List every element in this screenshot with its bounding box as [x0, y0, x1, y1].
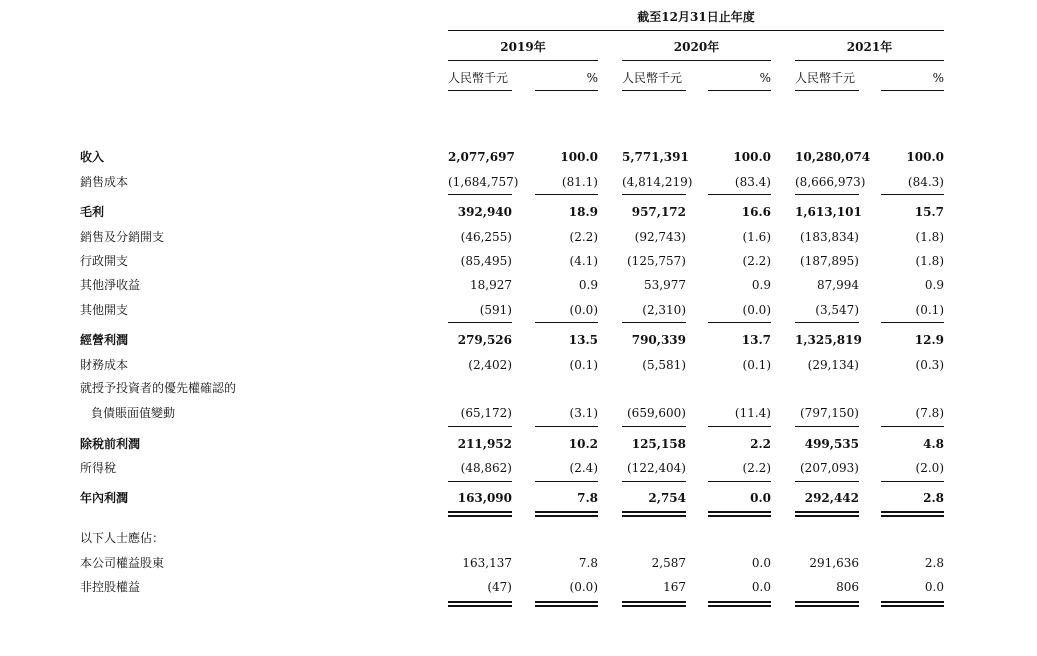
percent-cell: (2.2) — [742, 461, 771, 475]
subtotal-rule — [881, 481, 944, 482]
percent-cell: (2.2) — [742, 254, 771, 268]
total-double-rule — [708, 601, 771, 607]
amount-cell: 1,613,101 — [795, 205, 862, 219]
percent-cell: 4.8 — [923, 437, 944, 451]
percent-cell: 100.0 — [733, 150, 771, 164]
percent-cell: 15.7 — [914, 205, 944, 219]
amount-cell: (207,093) — [800, 461, 859, 475]
amount-cell: (85,495) — [460, 254, 512, 268]
percent-cell: (0.0) — [742, 303, 771, 317]
total-double-rule — [881, 601, 944, 607]
percent-cell: (2.2) — [569, 230, 598, 244]
total-double-rule — [795, 511, 859, 517]
row-label: 經營利潤 — [80, 333, 129, 347]
amount-cell: (8,666,973) — [795, 175, 866, 189]
amount-cell: 790,339 — [631, 333, 686, 347]
amount-cell: (1,684,757) — [448, 175, 519, 189]
percent-cell: 0.9 — [924, 278, 944, 292]
percent-cell: (0.0) — [569, 580, 598, 594]
percent-cell: (83.4) — [734, 175, 771, 189]
percent-cell: (2.0) — [915, 461, 944, 475]
percent-cell: (81.1) — [561, 175, 598, 189]
percent-cell: 16.6 — [741, 205, 771, 219]
amount-cell: 211,952 — [457, 437, 512, 451]
row-label: 其他開支 — [80, 303, 129, 317]
row-label: 本公司權益股東 — [80, 556, 165, 570]
amount-cell: (46,255) — [460, 230, 512, 244]
percent-cell: (4.1) — [569, 254, 598, 268]
row-label: 負債賬面值變動 — [91, 406, 176, 420]
percent-cell: 7.8 — [578, 556, 598, 570]
subtotal-rule — [535, 426, 598, 427]
subtotal-rule — [622, 194, 686, 195]
row-label: 其他淨收益 — [80, 278, 141, 292]
percent-cell: 2.8 — [924, 556, 944, 570]
subtotal-rule — [881, 426, 944, 427]
amount-cell: (5,581) — [642, 358, 686, 372]
percent-cell: 100.0 — [906, 150, 944, 164]
amount-cell: 392,940 — [457, 205, 512, 219]
amount-cell: 163,137 — [462, 556, 512, 570]
amount-cell: (92,743) — [634, 230, 686, 244]
subtotal-rule — [448, 322, 512, 323]
row-label: 所得稅 — [80, 461, 117, 475]
unit-underline — [795, 90, 859, 91]
amount-cell: 125,158 — [631, 437, 686, 451]
amount-cell: (48,862) — [460, 461, 512, 475]
subtotal-rule — [448, 481, 512, 482]
amount-cell: 53,977 — [644, 278, 686, 292]
amount-cell: (29,134) — [807, 358, 859, 372]
total-double-rule — [622, 511, 686, 517]
percent-cell: 0.0 — [924, 580, 944, 594]
amount-cell: (122,404) — [627, 461, 686, 475]
year-underline — [448, 60, 598, 61]
subtotal-rule — [708, 426, 771, 427]
year-underline — [622, 60, 771, 61]
period-header: 截至12月31日止年度 — [637, 10, 755, 24]
amount-cell: 163,090 — [457, 491, 512, 505]
amount-cell: 806 — [836, 580, 859, 594]
subtotal-rule — [448, 194, 512, 195]
row-label: 行政開支 — [80, 254, 129, 268]
amount-cell: 87,994 — [817, 278, 859, 292]
amount-cell: 167 — [663, 580, 686, 594]
amount-cell: (47) — [487, 580, 512, 594]
amount-cell: 292,442 — [804, 491, 859, 505]
subtotal-rule — [881, 194, 944, 195]
percent-cell: 13.5 — [568, 333, 598, 347]
unit-underline — [448, 90, 512, 91]
percent-cell: (0.1) — [569, 358, 598, 372]
year-header: 2019年 — [500, 40, 546, 54]
percent-cell: (11.4) — [734, 406, 771, 420]
amount-cell: (183,834) — [800, 230, 859, 244]
percent-cell: 18.9 — [568, 205, 598, 219]
row-label: 除稅前利潤 — [80, 437, 141, 451]
amount-cell: 2,077,697 — [448, 150, 515, 164]
subtotal-rule — [535, 322, 598, 323]
pct-underline — [881, 90, 944, 91]
row-label: 銷售成本 — [80, 175, 129, 189]
total-double-rule — [535, 601, 598, 607]
subtotal-rule — [622, 426, 686, 427]
percent-cell: 100.0 — [560, 150, 598, 164]
percent-cell: (0.3) — [915, 358, 944, 372]
percent-cell: 0.0 — [751, 556, 771, 570]
percent-cell: (3.1) — [569, 406, 598, 420]
subtotal-rule — [708, 322, 771, 323]
amount-cell: 2,754 — [648, 491, 686, 505]
amount-cell: (187,895) — [800, 254, 859, 268]
percent-cell: 0.0 — [751, 580, 771, 594]
subtotal-rule — [708, 194, 771, 195]
percent-cell: 0.9 — [751, 278, 771, 292]
year-header: 2020年 — [673, 40, 720, 54]
amount-cell: 1,325,819 — [795, 333, 862, 347]
amount-cell: (4,814,219) — [622, 175, 693, 189]
period-underline — [448, 30, 944, 31]
percent-cell: (0.1) — [742, 358, 771, 372]
pct-header: % — [586, 71, 598, 85]
amount-cell: (3,547) — [815, 303, 859, 317]
subtotal-rule — [795, 426, 859, 427]
year-header: 2021年 — [846, 40, 893, 54]
percent-cell: (2.4) — [569, 461, 598, 475]
subtotal-rule — [881, 322, 944, 323]
unit-header: 人民幣千元 — [448, 71, 509, 85]
subtotal-rule — [795, 194, 859, 195]
row-label: 就授予投資者的優先權確認的 — [80, 381, 237, 395]
subtotal-rule — [795, 322, 859, 323]
percent-cell: (7.8) — [915, 406, 944, 420]
amount-cell: 279,526 — [457, 333, 512, 347]
row-label: 財務成本 — [80, 358, 129, 372]
total-double-rule — [795, 601, 859, 607]
total-double-rule — [448, 601, 512, 607]
row-label: 非控股權益 — [80, 580, 141, 594]
subtotal-rule — [708, 481, 771, 482]
percent-cell: 2.8 — [923, 491, 944, 505]
percent-cell: (1.8) — [915, 254, 944, 268]
row-label: 年內利潤 — [80, 491, 129, 505]
year-underline — [795, 60, 944, 61]
amount-cell: 5,771,391 — [622, 150, 689, 164]
percent-cell: (1.8) — [915, 230, 944, 244]
amount-cell: (591) — [479, 303, 512, 317]
percent-cell: 2.2 — [750, 437, 771, 451]
subtotal-rule — [622, 481, 686, 482]
percent-cell: (1.6) — [742, 230, 771, 244]
total-double-rule — [622, 601, 686, 607]
percent-cell: (0.0) — [569, 303, 598, 317]
total-double-rule — [708, 511, 771, 517]
pct-header: % — [932, 71, 944, 85]
pct-underline — [708, 90, 771, 91]
total-double-rule — [881, 511, 944, 517]
subtotal-rule — [535, 194, 598, 195]
subtotal-rule — [795, 481, 859, 482]
amount-cell: 499,535 — [804, 437, 859, 451]
total-double-rule — [448, 511, 512, 517]
percent-cell: 12.9 — [914, 333, 944, 347]
unit-header: 人民幣千元 — [622, 71, 683, 85]
percent-cell: 13.7 — [741, 333, 771, 347]
row-label: 收入 — [80, 150, 105, 164]
amount-cell: (659,600) — [627, 406, 686, 420]
percent-cell: 0.0 — [750, 491, 771, 505]
percent-cell: 7.8 — [577, 491, 598, 505]
percent-cell: (84.3) — [907, 175, 944, 189]
pct-underline — [535, 90, 598, 91]
unit-underline — [622, 90, 686, 91]
amount-cell: 10,280,074 — [795, 150, 871, 164]
pct-header: % — [759, 71, 771, 85]
amount-cell: 957,172 — [631, 205, 686, 219]
amount-cell: (125,757) — [627, 254, 686, 268]
subtotal-rule — [448, 426, 512, 427]
amount-cell: (2,402) — [468, 358, 512, 372]
amount-cell: 291,636 — [809, 556, 859, 570]
row-label: 以下人士應佔： — [80, 531, 165, 545]
unit-header: 人民幣千元 — [795, 71, 856, 85]
amount-cell: (65,172) — [460, 406, 512, 420]
percent-cell: 0.9 — [578, 278, 598, 292]
amount-cell: (2,310) — [642, 303, 686, 317]
total-double-rule — [535, 511, 598, 517]
subtotal-rule — [622, 322, 686, 323]
amount-cell: 2,587 — [651, 556, 686, 570]
amount-cell: (797,150) — [800, 406, 859, 420]
percent-cell: (0.1) — [915, 303, 944, 317]
percent-cell: 10.2 — [568, 437, 598, 451]
row-label: 毛利 — [80, 205, 105, 219]
row-label: 銷售及分銷開支 — [80, 230, 165, 244]
amount-cell: 18,927 — [470, 278, 512, 292]
subtotal-rule — [535, 481, 598, 482]
